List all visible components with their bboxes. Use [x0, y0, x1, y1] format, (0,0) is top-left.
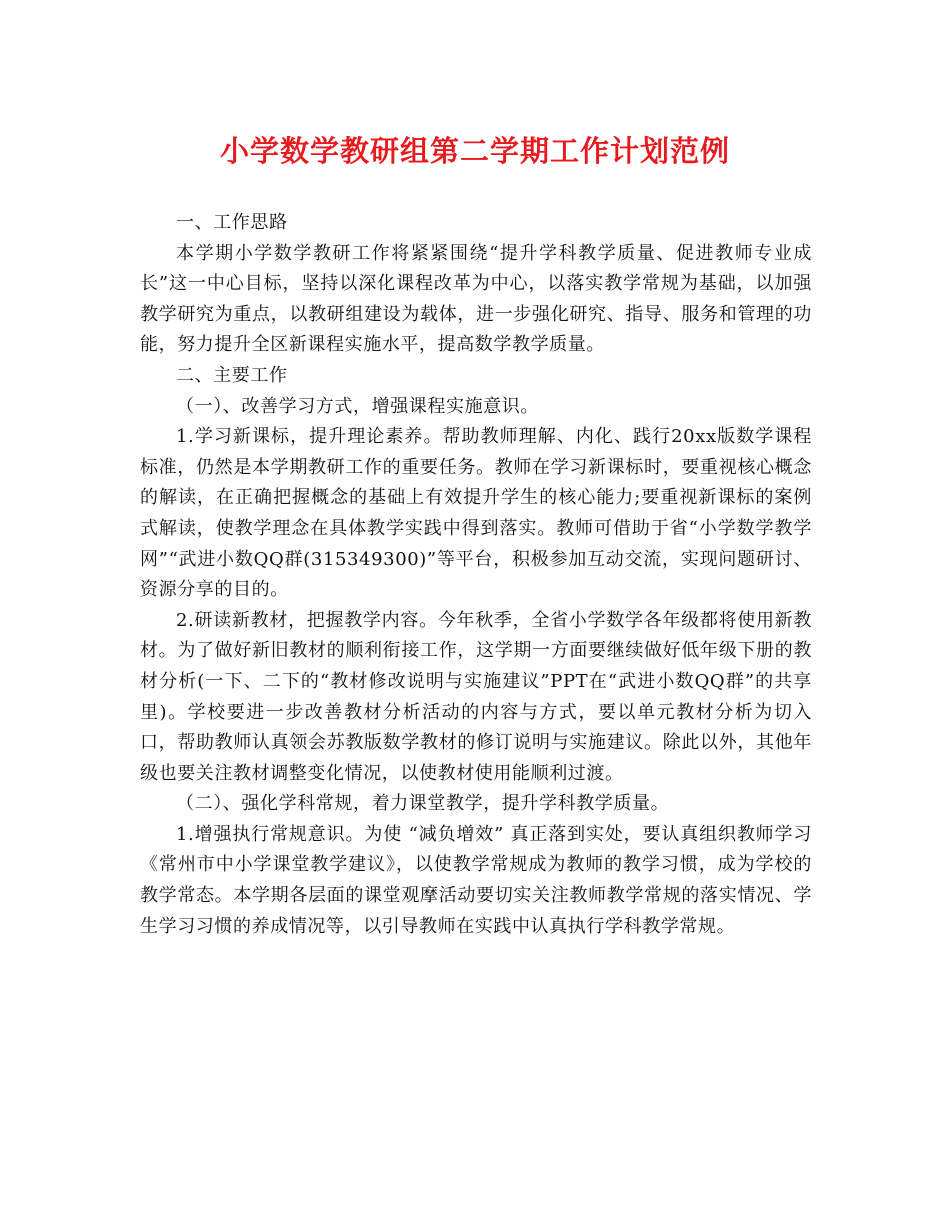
document-body [140, 208, 812, 942]
subsection-heading-2: （二）、强化学科常规，着力课堂教学，提升学科教学质量。 [176, 793, 670, 815]
document-title: 小学数学教研组第二学期工作计划范例 [219, 134, 730, 168]
paragraph-routine-awareness: 1.增强执行常规意识。为使 “减负增效” 真正落到实处，要认真组织教师学习《常州市中小学课堂教学建议》，以使教学常规成为教师的教学习惯，成为学校的教学常态。本学期各层面的课堂观摩活动要切实关注教师教学常规的落实情况、学生学习习惯的养成情况等，以引导教师在实践中认真执行学科教学常规。 [140, 823, 812, 937]
paragraph-new-textbook: 2.研读新教材，把握教学内容。今年秋季，全省小学数学各年级都将使用新教材。为了做好新旧教材的顺利衔接工作，这学期一方面要继续做好低年级下册的教材分析(一下、二下的“教材修改说明与实施建议”PPT在“武进小数QQ群”的共享里)。学校要进一步改善教材分析活动的内容与方式，要以单元教材分析为切入口，帮助教师认真领会苏教版数学教材的修订说明与实施建议。除此以外，其他年级也要关注教材调整变化情况，以使教材使用能顺利过渡。 [140, 609, 812, 784]
section-heading-main-work: 二、主要工作 [176, 364, 288, 386]
section-heading-work-ideas: 一、工作思路 [176, 212, 288, 233]
subsection-heading-1: （一）、改善学习方式，增强课程实施意识。 [176, 395, 539, 417]
paragraph-new-curriculum: 1.学习新课标，提升理论素养。帮助教师理解、内化、践行20xx版数学课程标准，仍然是本学期教研工作的重要任务。教师在学习新课标时，要重视核心概念的解读，在正确把握概念的基础上有效提升学生的核心能力;要重视新课标的案例式解读，使教学理念在具体教学实践中得到落实。教师可借助于省“小学数学教学网”“武进小数QQ群(315349300)”等平台，积极参加互动交流，实现问题研讨、资源分享的目的。 [140, 426, 812, 601]
paragraph-work-ideas: 本学期小学数学教研工作将紧紧围绕“提升学科教学质量、促进教师专业成长”这一中心目标，坚持以深化课程改革为中心，以落实教学常规为基础，以加强教学研究为重点，以教研组建设为载体，进一步强化研究、指导、服务和管理的功能，努力提升全区新课程实施水平，提高数学教学质量。 [140, 242, 812, 356]
